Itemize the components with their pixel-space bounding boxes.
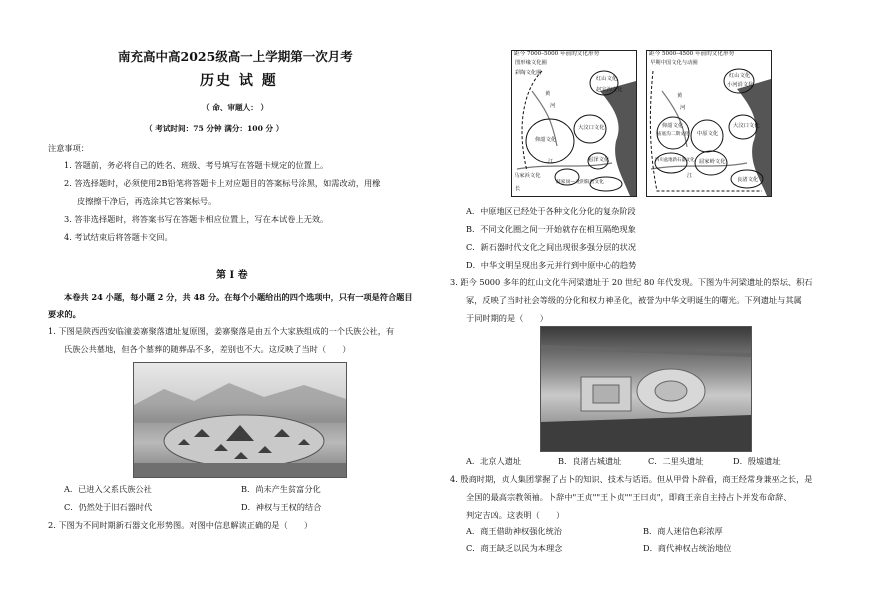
- q3-stem: 3. 距今 5000 多年的红山文化牛河梁遗址于 20 世纪 80 年代发现。下图为牛河梁遗址的祭坛、积石: [450, 277, 813, 287]
- note-item: 2. 答选择题时，必须使用2B铅笔将答题卡上对应题目的答案标号涂黑，如需改动，用橡: [64, 178, 381, 188]
- map-label: 彩陶文化圈: [515, 70, 542, 76]
- q4-option-d: D．商代神权占统治地位: [643, 543, 732, 553]
- map-label: 庙底沟二期文化: [657, 132, 690, 137]
- q3-stem: 于同时期的是（ ）: [466, 313, 548, 323]
- q4-stem: 判定吉凶。这表明（ ）: [466, 510, 565, 520]
- q4-stem: 4. 殷商时期，贞人集团掌握了占卜的知识、技术与话语。但从甲骨卜辞看，商王经常身兼巫之长，是: [450, 474, 813, 484]
- q2-stem: 2. 下图为不同时期新石器文化形势图。对图中信息解读正确的是（ ）: [48, 520, 313, 530]
- map-label: 小河沿文化: [727, 82, 754, 88]
- settlement-illustration: [134, 363, 346, 477]
- q3-option-a: A．北京人遗址: [466, 456, 522, 466]
- q3-stem: 冢，反映了当时社会等级的分化和权力神圣化，被誉为中华文明诞生的曙光。下列遗址与其属: [466, 295, 802, 305]
- note-item: 皮擦擦干净后，再选涂其它答案标号。: [77, 196, 217, 206]
- map-late-title: 距今 5000–4500 年前的文化形势: [649, 51, 735, 57]
- note-item: 4. 考试结束后将答题卡交回。: [64, 232, 173, 242]
- exam-title: 南充高中高2025级高一上学期第一次月考: [118, 49, 353, 64]
- q4-option-c: C．商王缺乏以民为本理念: [466, 543, 563, 553]
- q3-option-b: B．良渚古城遗址: [558, 456, 622, 466]
- q3-option-d: D．殷墟遗址: [733, 456, 781, 466]
- map-label: 赵宝沟文化: [596, 87, 623, 93]
- q3-option-c: C．二里头遗址: [648, 456, 704, 466]
- map-label: 红山文化: [729, 73, 751, 79]
- q1-option-a: A．已进入父系氏族公社: [64, 484, 152, 494]
- map-label: 薛家岗—北阴阳营文化: [556, 180, 604, 185]
- notes-heading: 注意事项：: [48, 143, 89, 153]
- map-label: 良渚文化: [737, 177, 759, 183]
- map-label: 长: [515, 186, 521, 192]
- map-early-title: 距今 7000–5000 年前的文化形势: [514, 51, 600, 57]
- map-label: 红山文化: [596, 76, 618, 82]
- map-label: 大汶口文化: [578, 125, 605, 131]
- map-label: 河: [550, 103, 556, 109]
- map-label: 仰韶文化: [662, 123, 684, 129]
- q4-option-a: A．商王借助神权强化统治: [466, 526, 562, 536]
- map-label: 河: [680, 105, 686, 111]
- map-label: 图形缘文化圈: [515, 60, 547, 66]
- q1-stem: 1. 下图是陕西西安临潼姜寨聚落遗址复原图，姜寨聚落是由五个大家族组成的一个氏族公社，有: [48, 326, 395, 336]
- map-label: 江: [687, 173, 693, 179]
- culture-map-late: [646, 50, 772, 197]
- q2-option-d: D．中华文明呈现出多元并行到中原中心的趋势: [466, 260, 637, 270]
- setter-line: （ 命、审题人： ）: [202, 103, 269, 112]
- q4-option-b: B．商人迷信色彩浓厚: [643, 526, 723, 536]
- map-label: 崧泽文化: [588, 157, 610, 163]
- map-label: 黄: [677, 93, 683, 99]
- q2-option-a: A．中原地区已经处于各种文化分化的复杂阶段: [466, 206, 636, 216]
- time-score-line: （ 考试时间：75 分钟 满分：100 分 ）: [145, 124, 284, 133]
- map-label: 仰韶文化: [535, 137, 557, 143]
- map-label: 黄: [545, 91, 551, 97]
- site-photo-illustration: [541, 327, 751, 451]
- jiangzhai-settlement-image: [133, 362, 347, 478]
- map-label: 中原文化: [697, 131, 719, 137]
- note-item: 3. 答非选择题时，将答案书写在答题卡相应位置上，写在本试卷上无效。: [64, 214, 329, 224]
- niuheliang-site-photo: [540, 326, 752, 452]
- map-label: 大汶口文化: [733, 123, 760, 129]
- q4-stem: 全国的最高宗教领袖。卜辞中"王贞""王卜贞""王曰贞"，即商王亲自主持占卜并发布命辞、: [466, 492, 792, 502]
- culture-map-early: [511, 50, 637, 197]
- note-item: 1. 答题前，务必将自己的姓名、班级、考号填写在答题卡规定的位置上。: [64, 160, 329, 170]
- map-label: 早期中国文化与动圈: [650, 60, 698, 66]
- q2-option-c: C．新石器时代文化之间出现很多强分层的状况: [466, 242, 637, 252]
- map-label: 江: [548, 159, 554, 165]
- section-intro: 本卷共 24 小题，每小题 2 分，共 48 分。在每个小题给出的四个选项中，只有一项是符合题目: [64, 292, 413, 302]
- section-heading: 第 Ⅰ 卷: [216, 270, 248, 281]
- q1-option-d: D．神权与王权的结合: [241, 502, 322, 512]
- map-label: 屈家岭文化: [699, 159, 726, 165]
- q1-option-c: C．仍然处于旧石器时代: [64, 502, 153, 512]
- subject-title: 历史 试 题: [200, 73, 278, 89]
- section-intro: 要求的。: [48, 309, 81, 319]
- map-label: 四川盆地新石器文化: [655, 158, 695, 163]
- q1-stem: 氏族公共墓地，但各个墓葬的随葬品不多，差别也不大。这反映了当时（ ）: [64, 344, 351, 354]
- q1-option-b: B．尚未产生贫富分化: [241, 484, 321, 494]
- map-label: 马家浜文化: [514, 173, 541, 179]
- q2-option-b: B．不同文化圈之间一开始就存在相互隔绝现象: [466, 224, 636, 234]
